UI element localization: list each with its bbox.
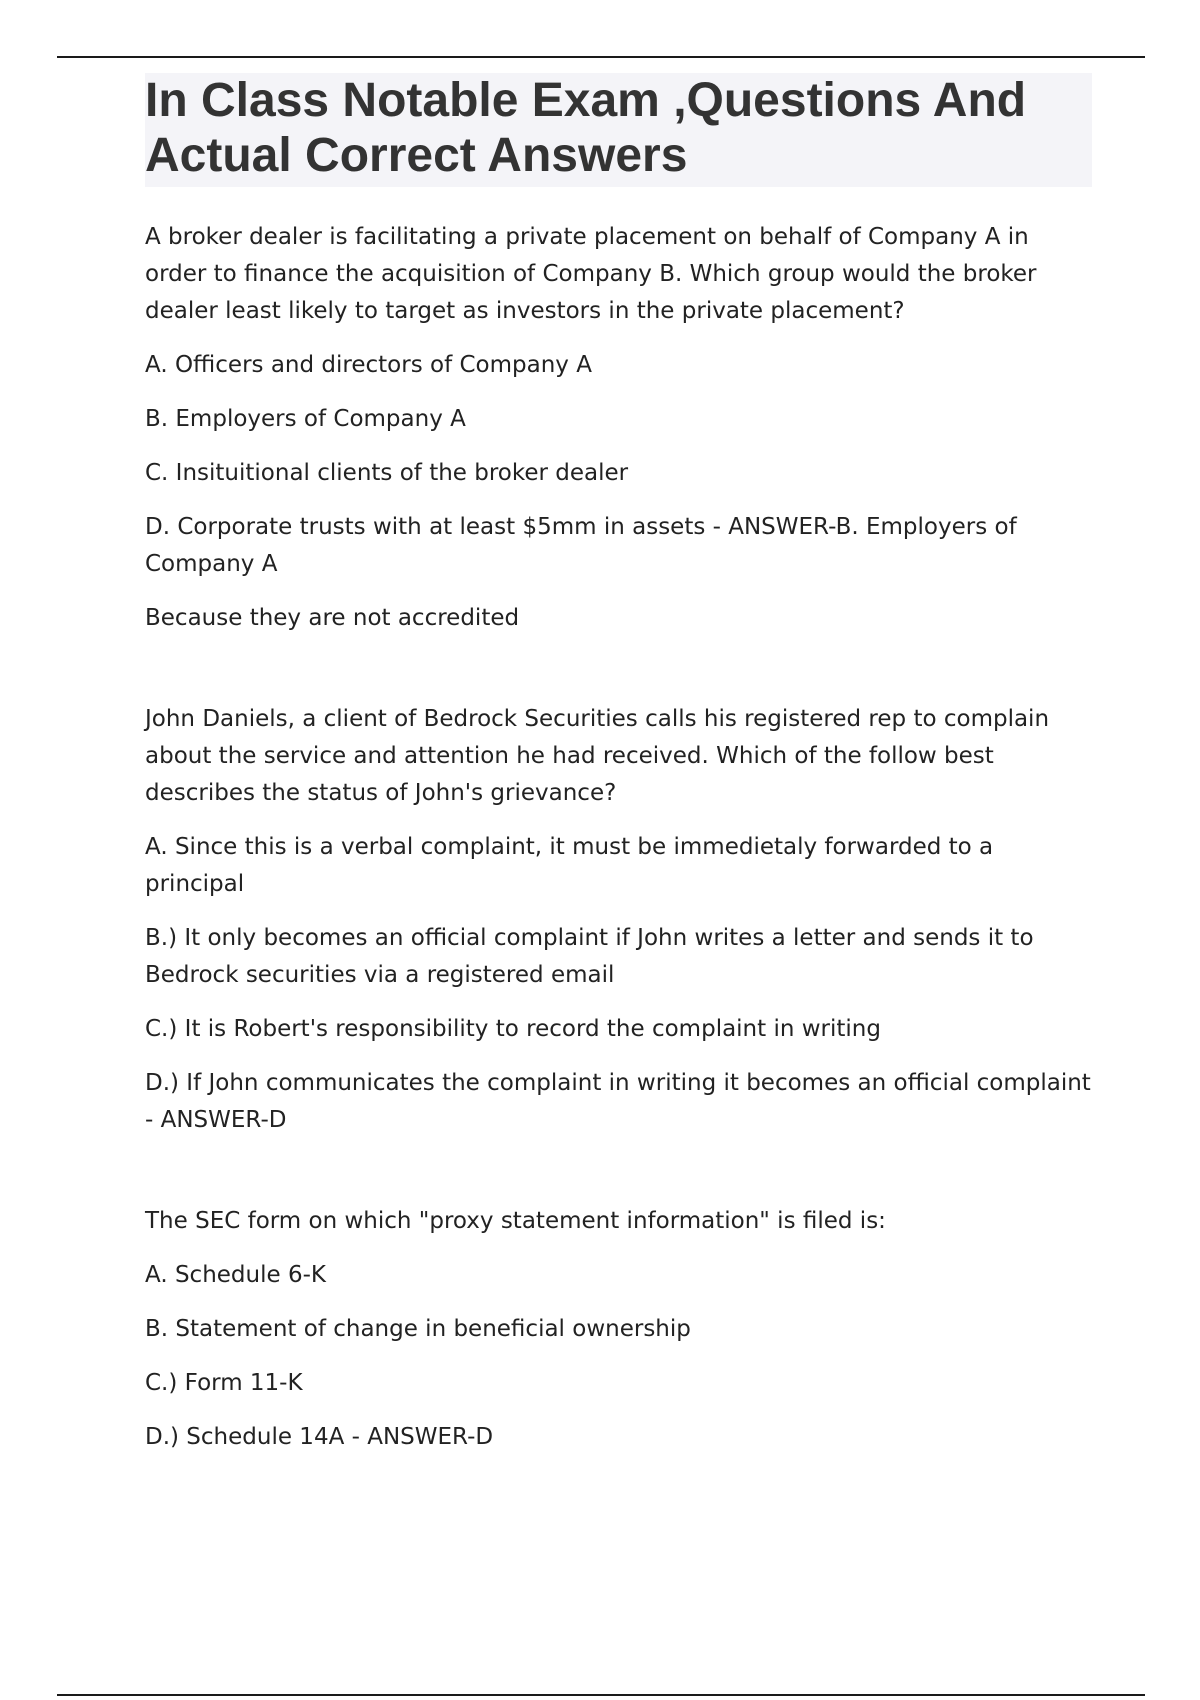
question-block-3: [145, 1203, 1092, 1456]
answer-option: C.) Form 11-K: [145, 1370, 303, 1396]
question-prompt: The SEC form on which "proxy statement information" is filed is:: [145, 1208, 886, 1234]
answer-option-with-answer: D.) If John communicates the complaint in writing it becomes an official complaint - ANSWER-D: [145, 1070, 1091, 1133]
answer-option: B.) It only becomes an official complaint if John writes a letter and sends it to Bedrock securities via a registered email: [145, 925, 1034, 988]
answer-option: C.) It is Robert's responsibility to record the complaint in writing: [145, 1016, 881, 1042]
question-block-2: [145, 701, 1092, 1139]
bottom-divider: [57, 1694, 1145, 1696]
answer-option: B. Statement of change in beneficial ownership: [145, 1316, 691, 1342]
answer-option: A. Officers and directors of Company A: [145, 352, 592, 378]
answer-option: A. Schedule 6-K: [145, 1262, 326, 1288]
question-prompt: John Daniels, a client of Bedrock Securities calls his registered rep to complain about the service and attention he had received. Which of the follow best describes the status of John's grievance?: [145, 706, 1050, 806]
question-block-1: [145, 219, 1092, 637]
answer-option-with-answer: D. Corporate trusts with at least $5mm in assets - ANSWER-B. Employers of Company A: [145, 514, 1017, 577]
answer-explanation: Because they are not accredited: [145, 605, 520, 631]
answer-option: B. Employers of Company A: [145, 406, 466, 432]
document-body: [145, 73, 1092, 1456]
document-title: In Class Notable Exam ,Questions And Actual Correct Answers: [145, 74, 1027, 182]
title-banner: [145, 73, 1092, 187]
answer-option: C. Insituitional clients of the broker dealer: [145, 460, 629, 486]
top-divider: [57, 56, 1145, 58]
answer-option: A. Since this is a verbal complaint, it must be immedietaly forwarded to a principal: [145, 834, 994, 897]
answer-option-with-answer: D.) Schedule 14A - ANSWER-D: [145, 1424, 494, 1450]
question-prompt: A broker dealer is facilitating a private placement on behalf of Company A in order to finance the acquisition of Company B. Which group would the broker dealer least likely to target as investors in the private placement?: [145, 224, 1037, 324]
